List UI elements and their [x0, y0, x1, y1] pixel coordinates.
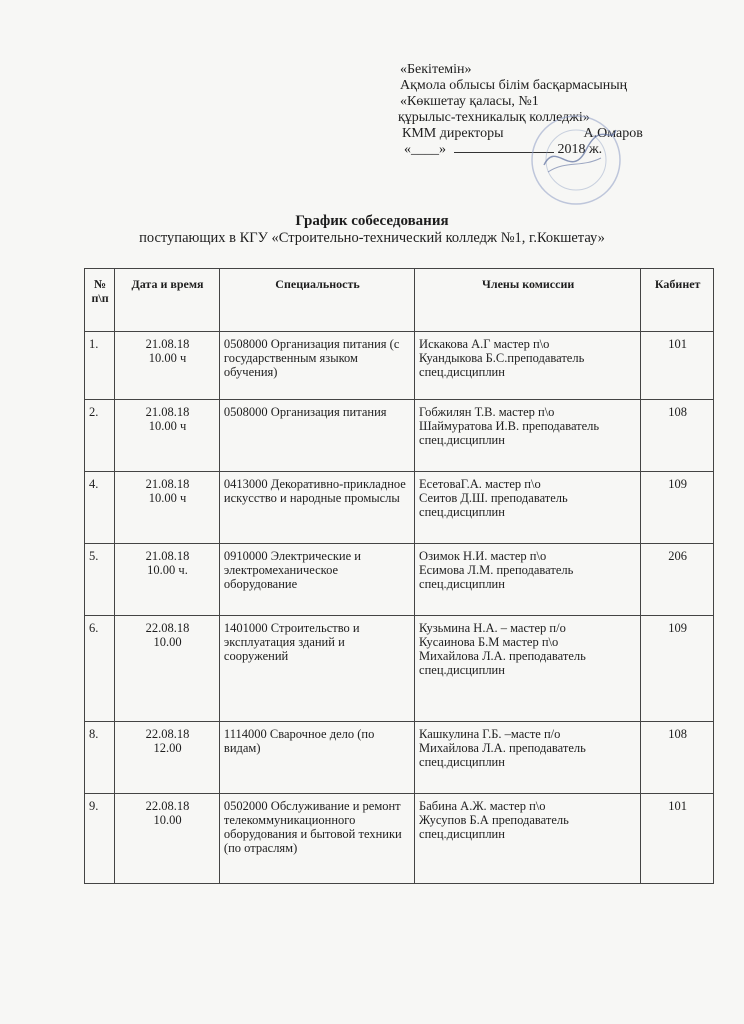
table-header-row: [85, 269, 714, 332]
cell-num: 6.: [85, 616, 115, 722]
cell-members: Озимок Н.И. мастер п\о Есимова Л.М. преподаватель спец.дисциплин: [415, 544, 641, 616]
signature-stamp: [526, 110, 626, 210]
cell-spec: 1401000 Строительство и эксплуатация зданий и сооружений: [219, 616, 414, 722]
cell-num: 2.: [85, 400, 115, 472]
director-name: А.Омаров: [583, 126, 643, 141]
table-row: [85, 472, 714, 544]
table-body: [85, 332, 714, 884]
cell-members: Кузьмина Н.А. – мастер п/о Кусаинова Б.М мастер п\о Михайлова Л.А. преподаватель спец.дисциплин: [415, 616, 641, 722]
cell-spec: 0413000 Декоративно-прикладное искусство и народные промыслы: [219, 472, 414, 544]
table-row: [85, 722, 714, 794]
table-row: [85, 616, 714, 722]
cell-spec: 0508000 Организация питания: [219, 400, 414, 472]
header-spec: Специальность: [219, 269, 414, 332]
cell-num: 8.: [85, 722, 115, 794]
cell-room: 101: [641, 332, 714, 400]
cell-date: 22.08.18 10.00: [115, 794, 220, 884]
cell-num: 9.: [85, 794, 115, 884]
date-day-blank: «____»: [404, 142, 450, 157]
approval-line-1: Ақмола облысы білім басқармасының: [400, 78, 628, 93]
cell-spec: 0508000 Организация питания (с государственным языком обучения): [219, 332, 414, 400]
date-year: 2018 ж.: [557, 142, 603, 157]
cell-room: 108: [641, 722, 714, 794]
document-title: График собеседования: [295, 213, 449, 229]
cell-members: Искакова А.Г мастер п\о Куандыкова Б.С.преподаватель спец.дисциплин: [415, 332, 641, 400]
approval-line-3: құрылыс-техникалық колледжі»: [398, 110, 590, 125]
director-label: КММ директоры: [402, 126, 504, 141]
cell-num: 4.: [85, 472, 115, 544]
cell-members: Гобжилян Т.В. мастер п\о Шаймуратова И.В. преподаватель спец.дисциплин: [415, 400, 641, 472]
approval-line-2: «Көкшетау қаласы, №1: [400, 94, 539, 109]
cell-room: 109: [641, 616, 714, 722]
cell-members: Бабина А.Ж. мастер п\о Жусупов Б.А преподаватель спец.дисциплин: [415, 794, 641, 884]
schedule-table: [84, 268, 714, 884]
table-row: [85, 400, 714, 472]
cell-num: 1.: [85, 332, 115, 400]
cell-date: 21.08.18 10.00 ч.: [115, 544, 220, 616]
cell-room: 109: [641, 472, 714, 544]
table-row: [85, 332, 714, 400]
table-row: [85, 794, 714, 884]
header-num: № п\п: [85, 269, 115, 332]
approval-title: «Бекітемін»: [400, 62, 472, 77]
cell-room: 206: [641, 544, 714, 616]
cell-num: 5.: [85, 544, 115, 616]
document-subtitle: поступающих в КГУ «Строительно-технический колледж №1, г.Кокшетау»: [139, 230, 605, 246]
header-date: Дата и время: [115, 269, 220, 332]
cell-date: 22.08.18 12.00: [115, 722, 220, 794]
cell-spec: 0502000 Обслуживание и ремонт телекоммуникационного оборудования и бытовой техники (по отраслям): [219, 794, 414, 884]
table-row: [85, 544, 714, 616]
cell-date: 21.08.18 10.00 ч: [115, 332, 220, 400]
heading: [0, 213, 744, 247]
cell-date: 21.08.18 10.00 ч: [115, 472, 220, 544]
header-room: Кабинет: [641, 269, 714, 332]
cell-members: Кашкулина Г.Б. –масте п/о Михайлова Л.А. преподаватель спец.дисциплин: [415, 722, 641, 794]
cell-members: ЕсетоваГ.А. мастер п\о Сеитов Д.Ш. преподаватель спец.дисциплин: [415, 472, 641, 544]
cell-room: 108: [641, 400, 714, 472]
cell-room: 101: [641, 794, 714, 884]
cell-date: 21.08.18 10.00 ч: [115, 400, 220, 472]
header-members: Члены комиссии: [415, 269, 641, 332]
cell-date: 22.08.18 10.00: [115, 616, 220, 722]
cell-spec: 1114000 Сварочное дело (по видам): [219, 722, 414, 794]
cell-spec: 0910000 Электрические и электромеханическое оборудование: [219, 544, 414, 616]
